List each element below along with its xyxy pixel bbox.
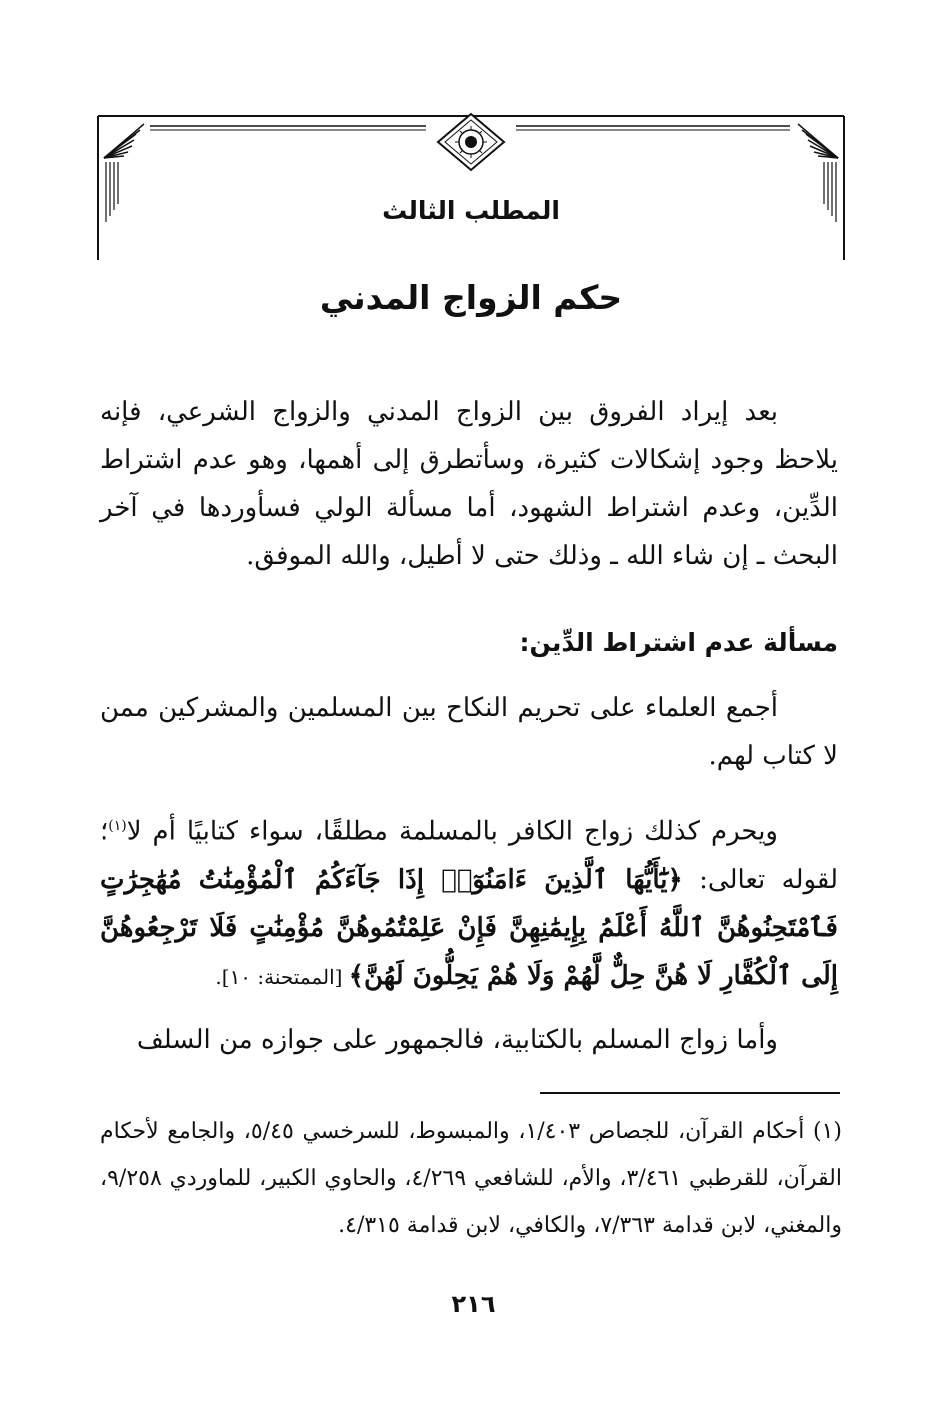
paragraph-kitabiya: وأما زواج المسلم بالكتابية، فالجمهور على جوازه من السلف: [136, 1025, 778, 1055]
paragraph-verse-intro: ويحرم كذلك زواج الكافر بالمسلمة مطلقًا، سواء كتابيًا أم لا: [126, 816, 778, 847]
quran-verse: ﴿يَٰٓأَيُّهَا ٱلَّذِينَ ءَامَنُوٓا۟ إِذَا جَآءَكُمُ ٱلْمُؤْمِنَٰتُ مُهَٰجِرَٰتٍ فَٱمْتَحِنُوهُنَّ ٱللَّهُ أَعْلَمُ بِإِيمَٰنِهِنَّ فَإِنْ عَلِمْتُمُوهُنَّ مُؤْمِنَٰتٍ فَلَا تَرْجِعُوهُنَّ إِلَى ٱلْكُفَّارِ لَا هُنَّ حِلٌّ لَّهُمْ وَلَا هُمْ يَحِلُّونَ لَهُنَّ﴾: [100, 864, 838, 991]
section-label: المطلب الثالث: [382, 196, 560, 225]
page-title: حكم الزواج المدني: [319, 278, 623, 317]
ornamental-border: [96, 112, 846, 262]
paragraph-consensus: أجمع العلماء على تحريم النكاح بين المسلمين والمشركين ممن لا كتاب لهم.: [100, 693, 838, 771]
verse-reference: [الممتحنة: ١٠].: [215, 964, 349, 989]
footnote-marker: (١): [108, 818, 127, 834]
page-number: ٢١٦: [451, 1290, 496, 1318]
header-ornament-frame: [96, 112, 846, 262]
footnote-divider: [540, 1092, 840, 1094]
medallion-icon: [438, 114, 504, 170]
footnote-1: (١) أحكام القرآن، للجصاص ١/٤٠٣، والمبسوط، للسرخسي ٥/٤٥، والجامع لأحكام القرآن، للقرطبي ٣/٤٦١، والأم، للشافعي ٤/٢٦٩، والحاوي الكبير، للماوردي ٩/٢٥٨، والمغني، لابن قدامة ٧/٣٦٣، والكافي، لابن قدامة ٤/٣١٥.: [100, 1119, 843, 1238]
paragraph-verse-lead: ؛ لقوله تعالى:: [100, 816, 839, 895]
paragraph-intro: بعد إيراد الفروق بين الزواج المدني والزواج الشرعي، فإنه يلاحظ وجود إشكالات كثيرة، وسأتطرق إلى أهمها، وهو عدم اشتراط الدِّين، وعدم اشتراط الشهود، أما مسألة الولي فسأوردها في آخر البحث ـ إن شاء الله ـ وذلك حتى لا أطيل، والله الموفق.: [100, 397, 838, 571]
paragraph-verse: [100, 802, 838, 1001]
subheading: مسألة عدم اشتراط الدِّين:: [519, 628, 838, 657]
